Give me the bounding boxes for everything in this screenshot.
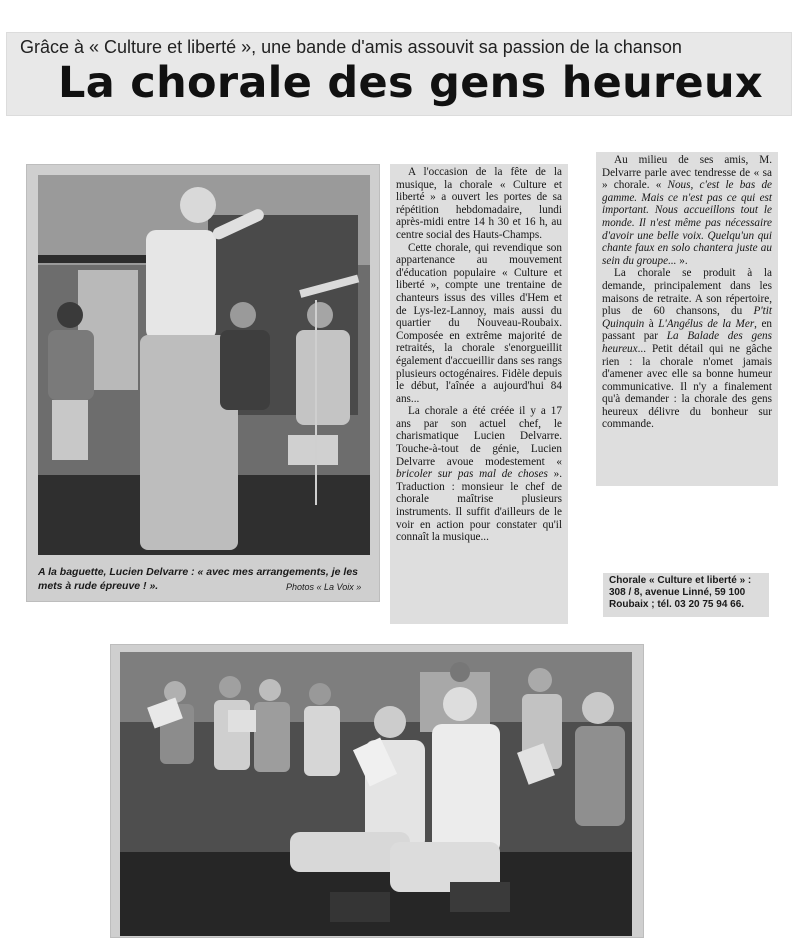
- photo-caption: A la baguette, Lucien Delvarre : « avec mes arrangements, je les mets à rude épreuve ! ».: [38, 566, 359, 592]
- conductor-photo: [38, 175, 370, 555]
- paragraph-4-text-b: ».: [676, 254, 688, 267]
- choir-photo-art: [120, 652, 632, 936]
- paragraph-4-quote: Nous, c'est le bas de gamme. Mais ce n'est pas ce qui est important. Nous accueillons tout le monde. Il n'est même pas nécessaire d'avoir une belle voix. Quelqu'un qui chante faux en solo chantera juste au sein du groupe...: [602, 179, 773, 267]
- paragraph-5-text-mid2: , en passant par: [602, 317, 773, 343]
- paragraph-3-text-b: ». Traduction : monsieur le chef de chorale maîtrise plusieurs instruments. Il suffit d'ailleurs de le voir en action pour constater qu'il connaît la musique...: [396, 468, 562, 544]
- song-title-1: P'tit Quinquin: [602, 305, 772, 330]
- contact-box: Chorale « Culture et liberté » : 308 / 8, avenue Linné, 59 100 Roubaix ; tél. 03 20 75 94 66.: [603, 573, 769, 617]
- article-kicker: Grâce à « Culture et liberté », une bande d'amis assouvit sa passion de la chanson: [20, 37, 682, 57]
- paragraph-4-text-a: Au milieu de ses amis, M. Delvarre parle avec tendresse de « sa » chorale. «: [602, 154, 772, 192]
- paragraph-3: [396, 405, 562, 544]
- conductor-photo-art: [38, 175, 370, 555]
- paragraph-3-quote: bricoler sur pas mal de choses: [396, 468, 548, 481]
- article-column-1: [390, 164, 568, 624]
- paragraph-4: [602, 154, 772, 267]
- paragraph-5-text-a: La chorale se produit à la demande, principalement dans les maisons de retraite. A son répertoire, plus de 60 chansons, du: [602, 267, 772, 318]
- song-title-3: La Balade des gens heureux: [602, 330, 772, 355]
- paragraph-1: A l'occasion de la fête de la musique, la chorale « Culture et liberté » a ouvert les portes de sa répétition hebdomadaire, lundi après-midi entre 14 h 30 et 16 h, au centre social des Hauts-Champs.: [396, 166, 562, 241]
- paragraph-3-text-a: La chorale a été créée il y a 17 ans par son actuel chef, le charismatique Lucien Delvarre. Touche-à-tout de génie, Lucien Delvarre avoue modestement «: [396, 405, 562, 468]
- song-title-2: L'Angélus de la Mer: [658, 317, 755, 330]
- paragraph-2: Cette chorale, qui revendique son appartenance au mouvement d'éducation populaire « Culture et liberté », compte une trentaine de chanteurs issus des villes d'Hem et de Lys-lez-Lannoy, mais aussi du quartier du Nouveau-Roubaix. Composée en extrême majorité de retraités, la chorale s'enorgueillit également d'accueillir dans ses rangs plusieurs octogénaires. Fidèle depuis le début, l'aînée a aujourd'hui 84 ans...: [396, 241, 562, 405]
- paragraph-5-text-b: ... Petit détail qui ne gâche rien : la chorale n'omet jamais d'amener avec elle sa bonne humeur communicative. Il n'y a finalement qu'à demander : la chorale des gens heureux délivre du bonheur sur commande.: [602, 342, 772, 431]
- paragraph-5: [602, 267, 772, 431]
- paragraph-5-text-mid: à: [644, 317, 659, 330]
- photo-credit: Photos « La Voix »: [286, 582, 362, 592]
- article-headline: La chorale des gens heureux: [58, 58, 763, 108]
- article-column-2: [596, 152, 778, 486]
- choir-photo: [120, 652, 632, 936]
